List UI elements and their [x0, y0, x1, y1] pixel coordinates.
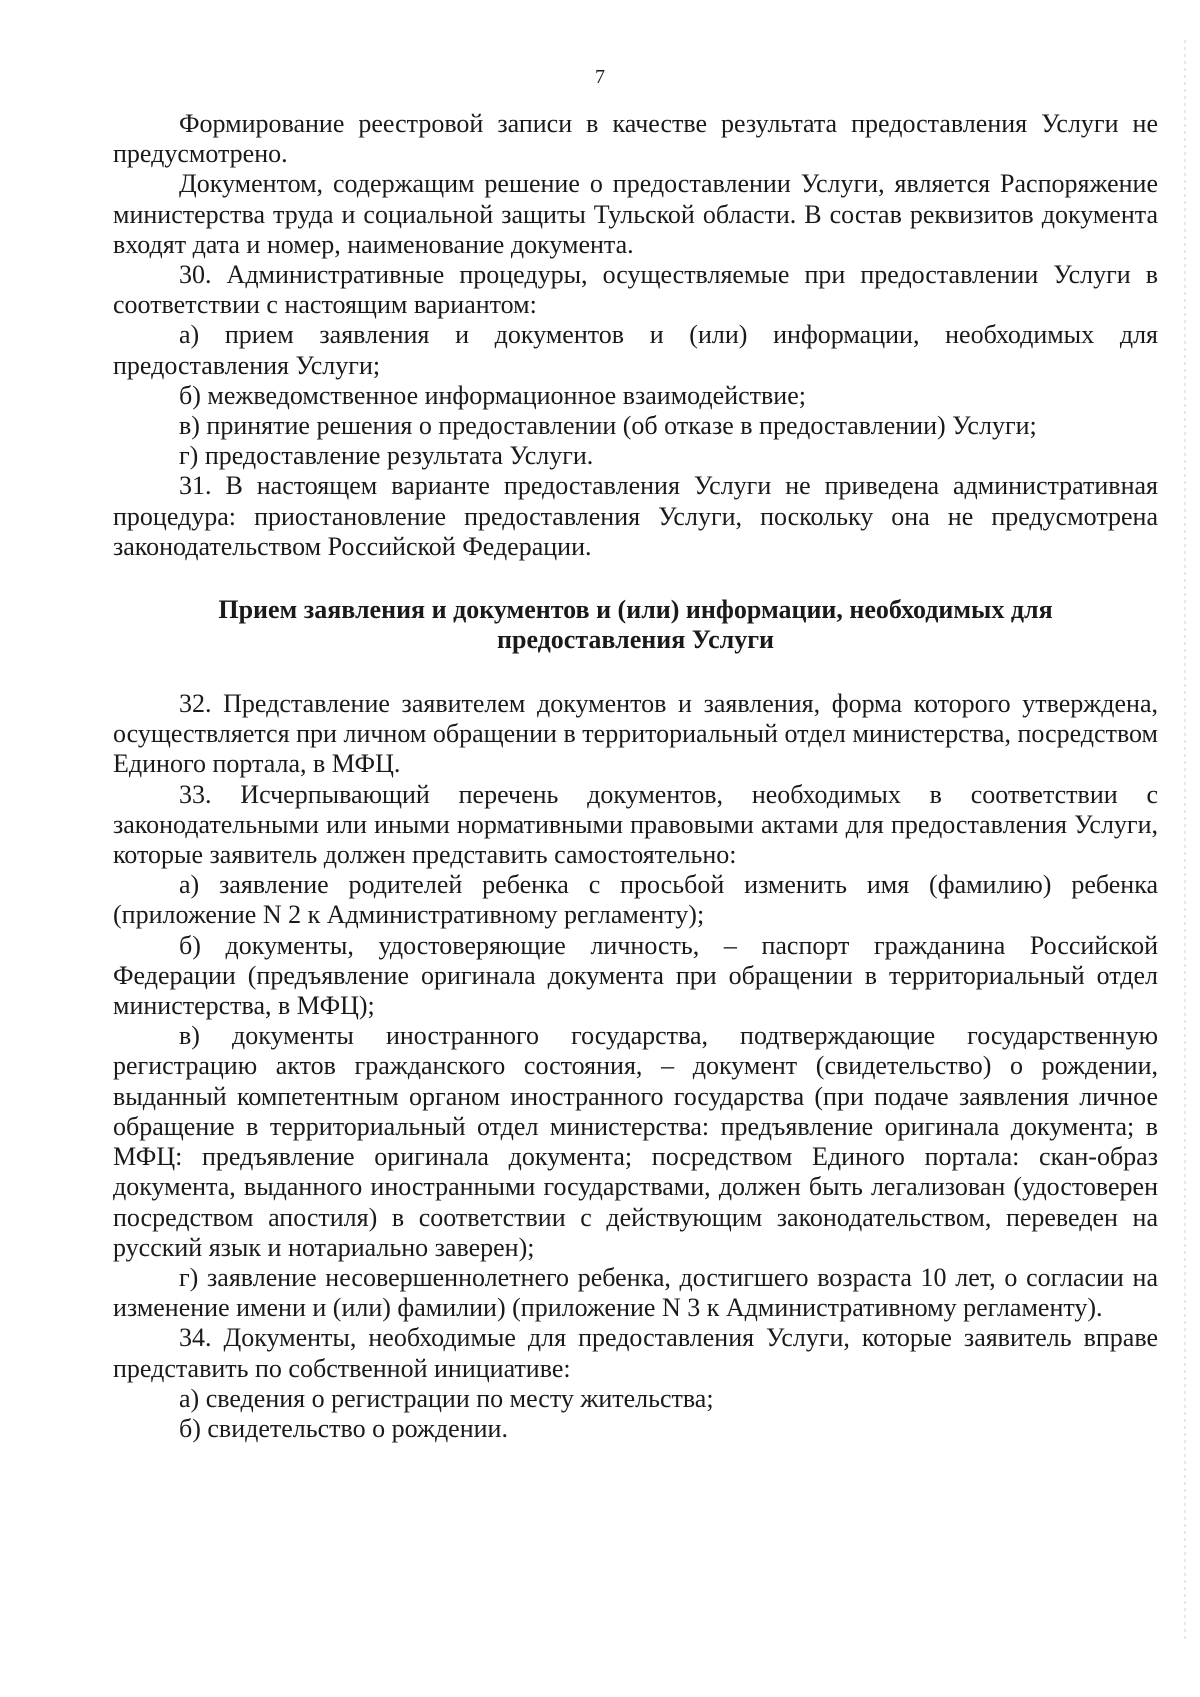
- paragraph-34: 34. Документы, необходимые для предоставления Услуги, которые заявитель вправе представить по собственной инициативе:: [113, 1323, 1158, 1383]
- list-item-30c: в) принятие решения о предоставлении (об отказе в предоставлении) Услуги;: [179, 411, 1037, 441]
- list-item-33d: г) заявление несовершеннолетнего ребенка, достигшего возраста 10 лет, о согласии на изменение имени и (или) фамилии) (приложение N 3 к Административному регламенту).: [113, 1262, 1158, 1323]
- scan-edge-artifact: [1184, 40, 1186, 1640]
- paragraph-33: 33. Исчерпывающий перечень документов, необходимых в соответствии с законодательными или иными нормативными правовыми актами для предоставления Услуги, которые заявитель должен представить самостоятельно:: [113, 779, 1158, 870]
- list-item-30b: б) межведомственное информационное взаимодействие;: [179, 380, 806, 410]
- list-item-33c: в) документы иностранного государства, подтверждающие государственную регистрацию актов гражданского состояния, – документ (свидетельство) о рождении, выданный компетентным органом иностранного государства (при подаче заявления личное обращение в территориальный отдел министерства: предъявление оригинала документа; в МФЦ: предъявление оригинала документа; посредством Единого портала: скан-образ документа, выданного иностранными государствами, должен быть легализован (удостоверен посредством апостиля) в соответствии с действующим законодательством, переведен на русский язык и нотариально заверен);: [113, 1021, 1158, 1262]
- paragraph-32: 32. Представление заявителем документов и заявления, форма которого утверждена, осуществляется при личном обращении в территориальный отдел министерства, посредством Единого портала, в МФЦ.: [113, 689, 1158, 779]
- page-number: 7: [595, 66, 605, 88]
- list-item-33a: а) заявление родителей ребенка с просьбой изменить имя (фамилию) ребенка (приложение N 2 к Административному регламенту);: [113, 870, 1158, 930]
- paragraph-30: 30. Административные процедуры, осуществляемые при предоставлении Услуги в соответствии с настоящим вариантом:: [113, 260, 1158, 320]
- paragraph-registry-entry: Формирование реестровой записи в качестве результата предоставления Услуги не предусмотрено.: [113, 109, 1158, 169]
- document-body: [113, 109, 1158, 1444]
- list-item-30a: а) прием заявления и документов и (или) информации, необходимых для предоставления Услуги;: [113, 320, 1158, 380]
- paragraph-31: 31. В настоящем варианте предоставления Услуги не приведена административная процедура: приостановление предоставления Услуги, поскольку она не предусмотрена законодательством Российской Федерации.: [113, 471, 1158, 561]
- list-item-34b: б) свидетельство о рождении.: [179, 1413, 508, 1443]
- paragraph-decision-document: Документом, содержащим решение о предоставлении Услуги, является Распоряжение министерства труда и социальной защиты Тульской области. В состав реквизитов документа входят дата и номер, наименование документа.: [113, 169, 1158, 259]
- section-heading: Прием заявления и документов и (или) информации, необходимых для предоставления Услуги: [218, 595, 1053, 655]
- list-item-33b: б) документы, удостоверяющие личность, – паспорт гражданина Российской Федерации (предъявление оригинала документа при обращении в территориальный отдел министерства, в МФЦ);: [113, 930, 1158, 1021]
- list-item-30d: г) предоставление результата Услуги.: [179, 441, 594, 471]
- list-item-34a: а) сведения о регистрации по месту жительства;: [179, 1383, 714, 1413]
